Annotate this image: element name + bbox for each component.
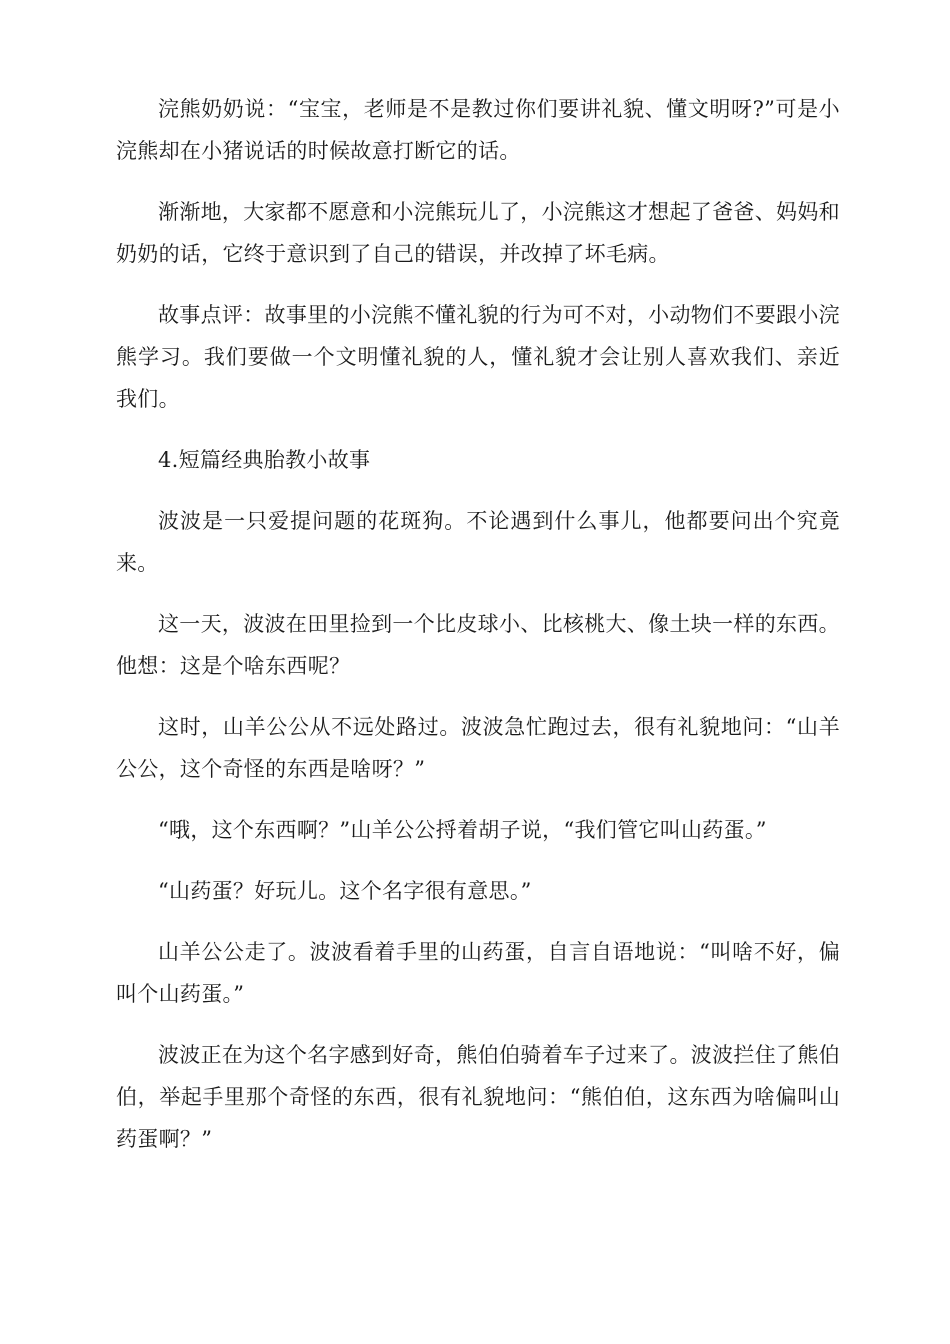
document-page bbox=[116, 88, 840, 1179]
paragraph-raccoon-grandma: 浣熊奶奶说：“宝宝，老师是不是教过你们要讲礼貌、懂文明呀?”可是小浣熊却在小猪说话的时候故意打断它的话。 bbox=[116, 97, 840, 163]
section-heading: 4.短篇经典胎教小故事 bbox=[158, 448, 371, 472]
paragraph-raccoon-realizes: 渐渐地，大家都不愿意和小浣熊玩儿了，小浣熊这才想起了爸爸、妈妈和奶奶的话，它终于意识到了自己的错误，并改掉了坏毛病。 bbox=[116, 200, 840, 266]
paragraph-goat-leaves: 山羊公公走了。波波看着手里的山药蛋，自言自语地说：“叫啥不好，偏叫个山药蛋。” bbox=[116, 940, 840, 1006]
paragraph-bobo-intro: 波波是一只爱提问题的花斑狗。不论遇到什么事儿，他都要问出个究竟来。 bbox=[116, 509, 840, 575]
paragraph-goat-answers: “哦，这个东西啊？”山羊公公捋着胡子说，“我们管它叫山药蛋。” bbox=[158, 818, 767, 842]
paragraph-story-comment: 故事点评：故事里的小浣熊不懂礼貌的行为可不对，小动物们不要跟小浣熊学习。我们要做一个文明懂礼貌的人，懂礼貌才会让别人喜欢我们、亲近我们。 bbox=[116, 303, 840, 411]
paragraph-goat-passes: 这时，山羊公公从不远处路过。波波急忙跑过去，很有礼貌地问：“山羊公公，这个奇怪的东西是啥呀？” bbox=[116, 715, 840, 781]
paragraph-bobo-amused: “山药蛋？好玩儿。这个名字很有意思。” bbox=[158, 879, 532, 903]
paragraph-bear-arrives: 波波正在为这个名字感到好奇，熊伯伯骑着车子过来了。波波拦住了熊伯伯，举起手里那个奇怪的东西，很有礼貌地问：“熊伯伯，这东西为啥偏叫山药蛋啊？” bbox=[116, 1043, 840, 1151]
paragraph-bobo-finds: 这一天，波波在田里捡到一个比皮球小、比核桃大、像土块一样的东西。他想：这是个啥东西呢？ bbox=[116, 612, 840, 678]
